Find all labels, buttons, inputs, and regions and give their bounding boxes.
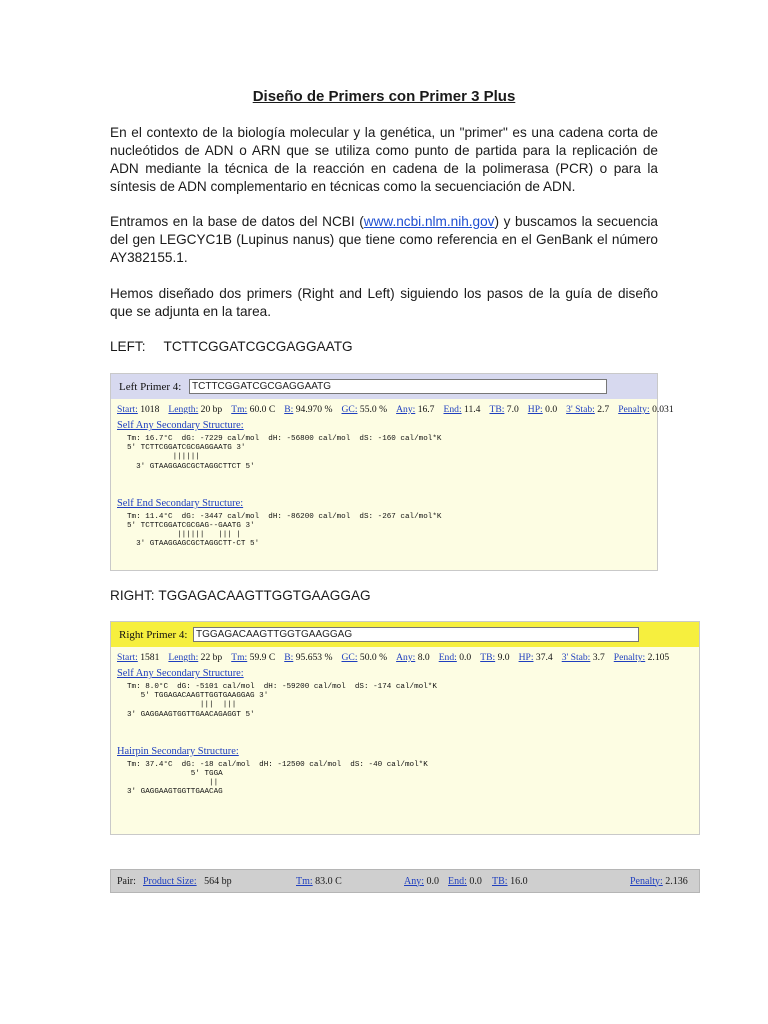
stat-item <box>562 652 605 663</box>
stat-item <box>439 652 472 663</box>
right-sequence: TGGAGACAAGTTGGTGAAGGAG <box>158 588 371 603</box>
left-primer-sequence-input[interactable] <box>189 379 607 394</box>
stat-item <box>614 652 669 663</box>
pair-end-value: 0.0 <box>469 875 482 887</box>
pair-label: Pair: <box>117 875 136 887</box>
stat-value: 22 bp <box>200 652 223 663</box>
stat-value: 94.970 % <box>295 404 333 415</box>
stat-value: 11.4 <box>464 404 481 415</box>
stat-key-link[interactable]: Tm: <box>231 404 248 415</box>
pair-end-link[interactable]: End: <box>448 875 467 887</box>
left-self-any-structure: Tm: 16.7°C dG: -7229 cal/mol dH: -56800 cal/mol dS: -160 cal/mol*K 5' TCTTCGGATCGCGAGGAATG 3' |||||| 3' GTAAGGAGCGCTAGGCTTCT 5' <box>127 435 442 471</box>
stat-value: 8.0 <box>417 652 430 663</box>
stat-value: 59.9 C <box>249 652 276 663</box>
stat-item <box>284 404 332 415</box>
stat-key-link[interactable]: TB: <box>480 652 496 663</box>
stat-value: 1581 <box>140 652 160 663</box>
stat-key-link[interactable]: Tm: <box>231 652 248 663</box>
stat-value: 2.105 <box>647 652 670 663</box>
stat-item <box>528 404 557 415</box>
left-label: LEFT: <box>110 339 146 354</box>
stat-value: 2.7 <box>597 404 610 415</box>
stat-value: 3.7 <box>592 652 605 663</box>
stat-key-link[interactable]: GC: <box>341 404 358 415</box>
right-label: RIGHT: <box>110 588 155 603</box>
pair-tb-value: 16.0 <box>510 875 528 887</box>
stat-key-link[interactable]: HP: <box>527 404 543 415</box>
right-self-any-structure: Tm: 8.0°C dG: -5101 cal/mol dH: -59200 cal/mol dS: -174 cal/mol*K 5' TGGAGACAAGTTGGTGAAGGAG 3' ||| ||| 3' GAGGAAGTGGTTGAACAGAGGT 5' <box>127 683 437 719</box>
stat-item <box>618 404 673 415</box>
left-self-end-structure: Tm: 11.4°C dG: -3447 cal/mol dH: -86200 cal/mol dS: -267 cal/mol*K 5' TCTTCGGATCGCGAG--GAATG 3' |||||| ||| | 3' GTAAGGAGCGCTAGGCTT-CT 5' <box>127 512 442 549</box>
stat-key-link[interactable]: End: <box>443 404 462 415</box>
pair-tb-link[interactable]: TB: <box>492 875 508 887</box>
stat-key-link[interactable]: Any: <box>396 652 416 663</box>
ncbi-paragraph <box>110 213 658 267</box>
right-primer-stats <box>111 647 699 663</box>
right-primer-panel <box>110 621 700 835</box>
stat-item <box>566 404 609 415</box>
stat-value: 0.031 <box>652 404 674 415</box>
product-size-link[interactable]: Product Size: <box>143 875 197 887</box>
stat-item <box>489 404 518 415</box>
stat-key-link[interactable]: B: <box>284 652 294 663</box>
stat-value: 60.0 C <box>249 404 276 415</box>
left-primer-panel <box>110 373 674 571</box>
stat-item <box>519 652 553 663</box>
stat-key-link[interactable]: TB: <box>489 404 505 415</box>
stat-key-link[interactable]: B: <box>284 404 294 415</box>
stat-key-link[interactable]: HP: <box>518 652 534 663</box>
right-primer-header <box>111 622 699 647</box>
stat-item <box>168 652 222 663</box>
left-primer-line <box>110 339 353 354</box>
stat-value: 9.0 <box>497 652 510 663</box>
stat-value: 0.0 <box>545 404 558 415</box>
stat-key-link[interactable]: End: <box>438 652 457 663</box>
stat-value: 20 bp <box>200 404 223 415</box>
stat-key-link[interactable]: Penalty: <box>613 652 646 663</box>
stat-item <box>342 404 388 415</box>
stat-item <box>231 652 275 663</box>
pair-tm-link[interactable]: Tm: <box>296 875 313 887</box>
stat-key-link[interactable]: Start: <box>117 652 138 663</box>
stat-value: 0.0 <box>459 652 472 663</box>
stat-value: 37.4 <box>535 652 553 663</box>
right-hairpin-link[interactable]: Hairpin Secondary Structure: <box>117 745 239 757</box>
pair-any-value: 0.0 <box>426 875 439 887</box>
ncbi-link[interactable]: www.ncbi.nlm.nih.gov <box>363 214 495 229</box>
stat-key-link[interactable]: Any: <box>396 404 416 415</box>
stat-value: 16.7 <box>417 404 435 415</box>
stat-value: 50.0 % <box>359 652 388 663</box>
design-paragraph: Hemos diseñado dos primers (Right and Left) siguiendo los pasos de la guía de diseño que se adjunta en la tarea. <box>110 286 658 319</box>
left-primer-header-label: Left Primer 4: <box>119 380 182 393</box>
left-primer-stats <box>111 399 674 415</box>
stat-item <box>480 652 509 663</box>
stat-value: 55.0 % <box>359 404 388 415</box>
intro-paragraph: En el contexto de la biología molecular y la genética, un "primer" es una cadena corta de nucleótidos de ADN o ARN que se utiliza como punto de partida para la replicación de ADN mediante la técnica de la reacción en cadena de la polimerasa (PCR) o para la síntesis de ADN complementario en técnicas como la secuenciación de ADN. <box>110 125 658 194</box>
stat-item <box>168 404 222 415</box>
stat-value: 7.0 <box>506 404 519 415</box>
stat-item <box>342 652 388 663</box>
left-self-end-link[interactable]: Self End Secondary Structure: <box>117 497 244 509</box>
pair-summary-bar <box>110 869 700 893</box>
stat-item <box>117 652 159 663</box>
page-title: Diseño de Primers con Primer 3 Plus <box>252 88 516 105</box>
stat-key-link[interactable]: Penalty: <box>618 404 650 415</box>
stat-key-link[interactable]: Length: <box>168 404 199 415</box>
product-size-value: 564 bp <box>204 875 232 887</box>
stat-key-link[interactable]: 3' Stab: <box>566 404 595 415</box>
stat-key-link[interactable]: 3' Stab: <box>561 652 591 663</box>
left-self-any-link[interactable]: Self Any Secondary Structure: <box>117 420 244 431</box>
stat-key-link[interactable]: Start: <box>117 404 138 415</box>
left-primer-header <box>111 374 657 399</box>
left-sequence: TCTTCGGATCGCGAGGAATG <box>163 339 353 354</box>
stat-item <box>231 404 275 415</box>
right-primer-sequence-input[interactable] <box>193 627 639 642</box>
stat-item <box>284 652 332 663</box>
stat-value: 95.653 % <box>295 652 333 663</box>
ncbi-text-after: ) y buscamos la secuencia del gen LEGCYC1B (Lupinus nanus) que tiene como referencia en el GenBank el número AY382155.1. <box>110 214 658 265</box>
stat-key-link[interactable]: GC: <box>341 652 358 663</box>
stat-value: 1018 <box>140 404 160 415</box>
stat-key-link[interactable]: Length: <box>168 652 199 663</box>
pair-any-link[interactable]: Any: <box>404 875 424 887</box>
right-primer-line <box>110 588 371 603</box>
ncbi-text-before: Entramos en la base de datos del NCBI ( <box>110 214 364 229</box>
right-primer-header-label: Right Primer 4: <box>119 628 188 641</box>
pair-tm-value: 83.0 C <box>315 875 342 887</box>
right-self-any-link[interactable]: Self Any Secondary Structure: <box>117 668 244 679</box>
stat-item <box>117 404 159 415</box>
pair-penalty-link[interactable]: Penalty: <box>630 875 663 887</box>
stat-item <box>443 404 480 415</box>
right-hairpin-structure: Tm: 37.4°C dG: -18 cal/mol dH: -12500 cal/mol dS: -40 cal/mol*K 5' TGGA || 3' GAGGAAGTGGTTGAACAG <box>127 760 428 797</box>
stat-item <box>396 652 430 663</box>
stat-item <box>396 404 434 415</box>
pair-penalty-value: 2.136 <box>665 875 688 887</box>
